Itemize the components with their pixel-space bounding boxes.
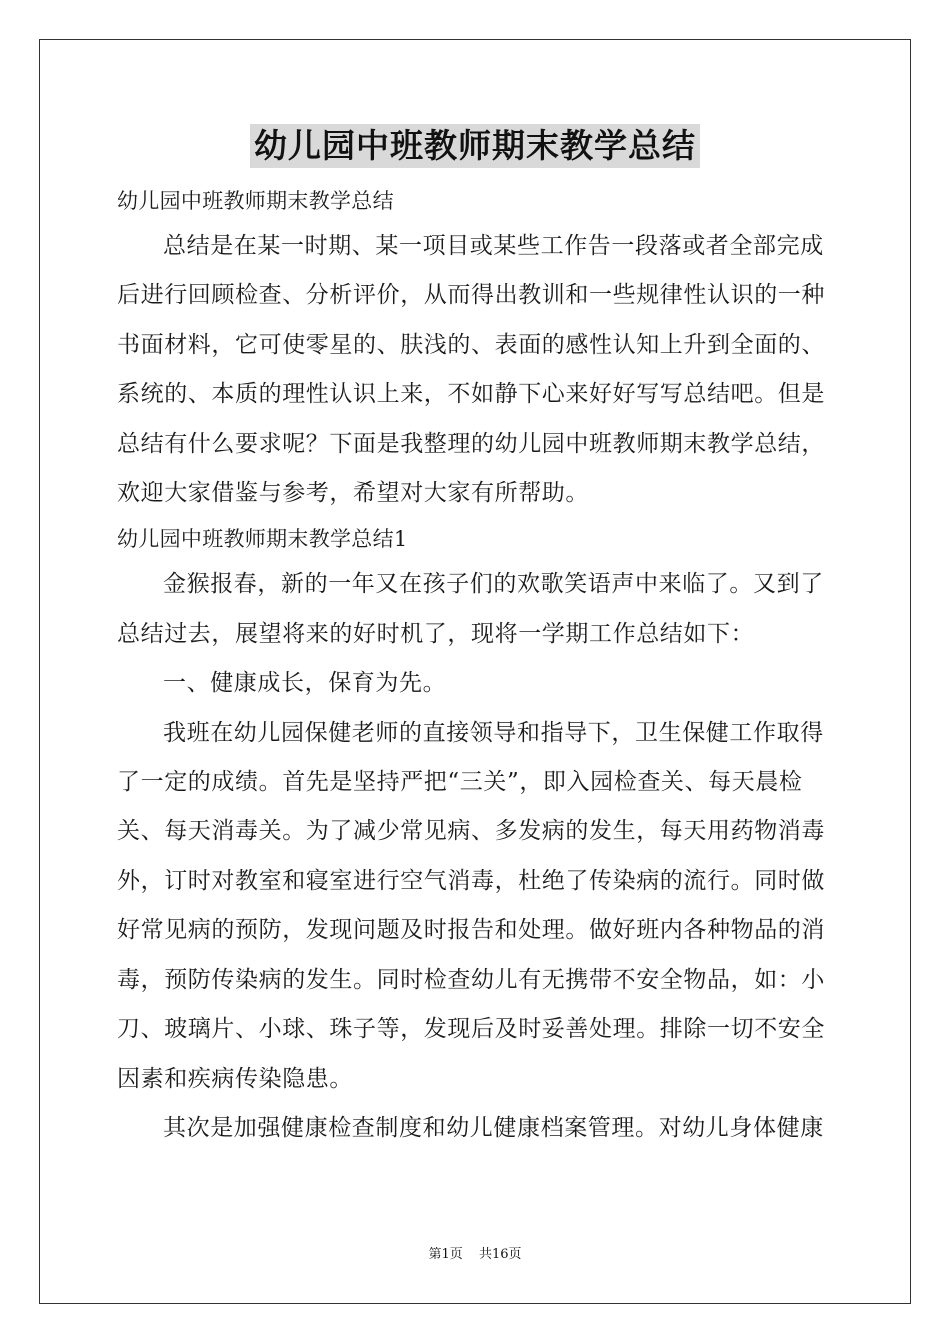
section1-paragraph-1	[117, 560, 833, 659]
page-total: 共16页	[478, 1247, 522, 1262]
section-heading: 幼儿园中班教师期末教学总结1	[117, 527, 408, 552]
paragraph-line: 刀、玻璃片、小球、珠子等，发现后及时妥善处理。排除一切不安全	[117, 1016, 825, 1043]
page-number: 第1页	[428, 1247, 463, 1262]
paragraph-line: 总结过去，展望将来的好时机了，现将一学期工作总结如下：	[117, 620, 755, 647]
paragraph-line: 因素和疾病传染隐患。	[117, 1065, 353, 1092]
paragraph-line: 关、每天消毒关。为了减少常见病、多发病的发生，每天用药物消毒	[117, 818, 825, 845]
title-block	[0, 124, 950, 168]
paragraph-line: 好常见病的预防，发现问题及时报告和处理。做好班内各种物品的消	[117, 917, 825, 944]
section1-paragraph-2	[117, 709, 833, 1104]
paragraph-line: 总结是在某一时期、某一项目或某些工作告一段落或者全部完成	[163, 233, 824, 259]
paragraph-line: 系统的、本质的理性认识上来，不如静下心来好好写写总结吧。但是	[117, 381, 825, 408]
section-point-heading: 一、健康成长，保育为先。	[163, 670, 447, 697]
paragraph-line: 后进行回顾检查、分析评价，从而得出教训和一些规律性认识的一种	[117, 282, 825, 309]
intro-paragraph	[117, 222, 833, 518]
paragraph-line: 了一定的成绩。首先是坚持严把“三关”，即入园检查关、每天晨检	[117, 769, 803, 796]
section1-paragraph-3	[117, 1104, 833, 1153]
paragraph-line: 总结有什么要求呢？下面是我整理的幼儿园中班教师期末教学总结，	[117, 430, 825, 457]
paragraph-line: 毒，预防传染病的发生。同时检查幼儿有无携带不安全物品，如：小	[117, 966, 825, 993]
paragraph-line: 书面材料，它可使零星的、肤浅的、表面的感性认知上升到全面的、	[117, 331, 825, 358]
paragraph-line: 外，订时对教室和寝室进行空气消毒，杜绝了传染病的流行。同时做	[117, 867, 825, 894]
page-footer	[0, 1246, 950, 1264]
paragraph-line: 金猴报春，新的一年又在孩子们的欢歌笑语声中来临了。又到了	[163, 571, 824, 598]
document-body	[117, 180, 833, 1153]
paragraph-line: 其次是加强健康检查制度和幼儿健康档案管理。对幼儿身体健康	[163, 1114, 824, 1141]
document-title: 幼儿园中班教师期末教学总结	[250, 124, 700, 168]
paragraph-line: 我班在幼儿园保健老师的直接领导和指导下，卫生保健工作取得	[163, 719, 824, 746]
paragraph-line: 欢迎大家借鉴与参考，希望对大家有所帮助。	[117, 480, 589, 507]
document-subtitle: 幼儿园中班教师期末教学总结	[117, 189, 394, 213]
